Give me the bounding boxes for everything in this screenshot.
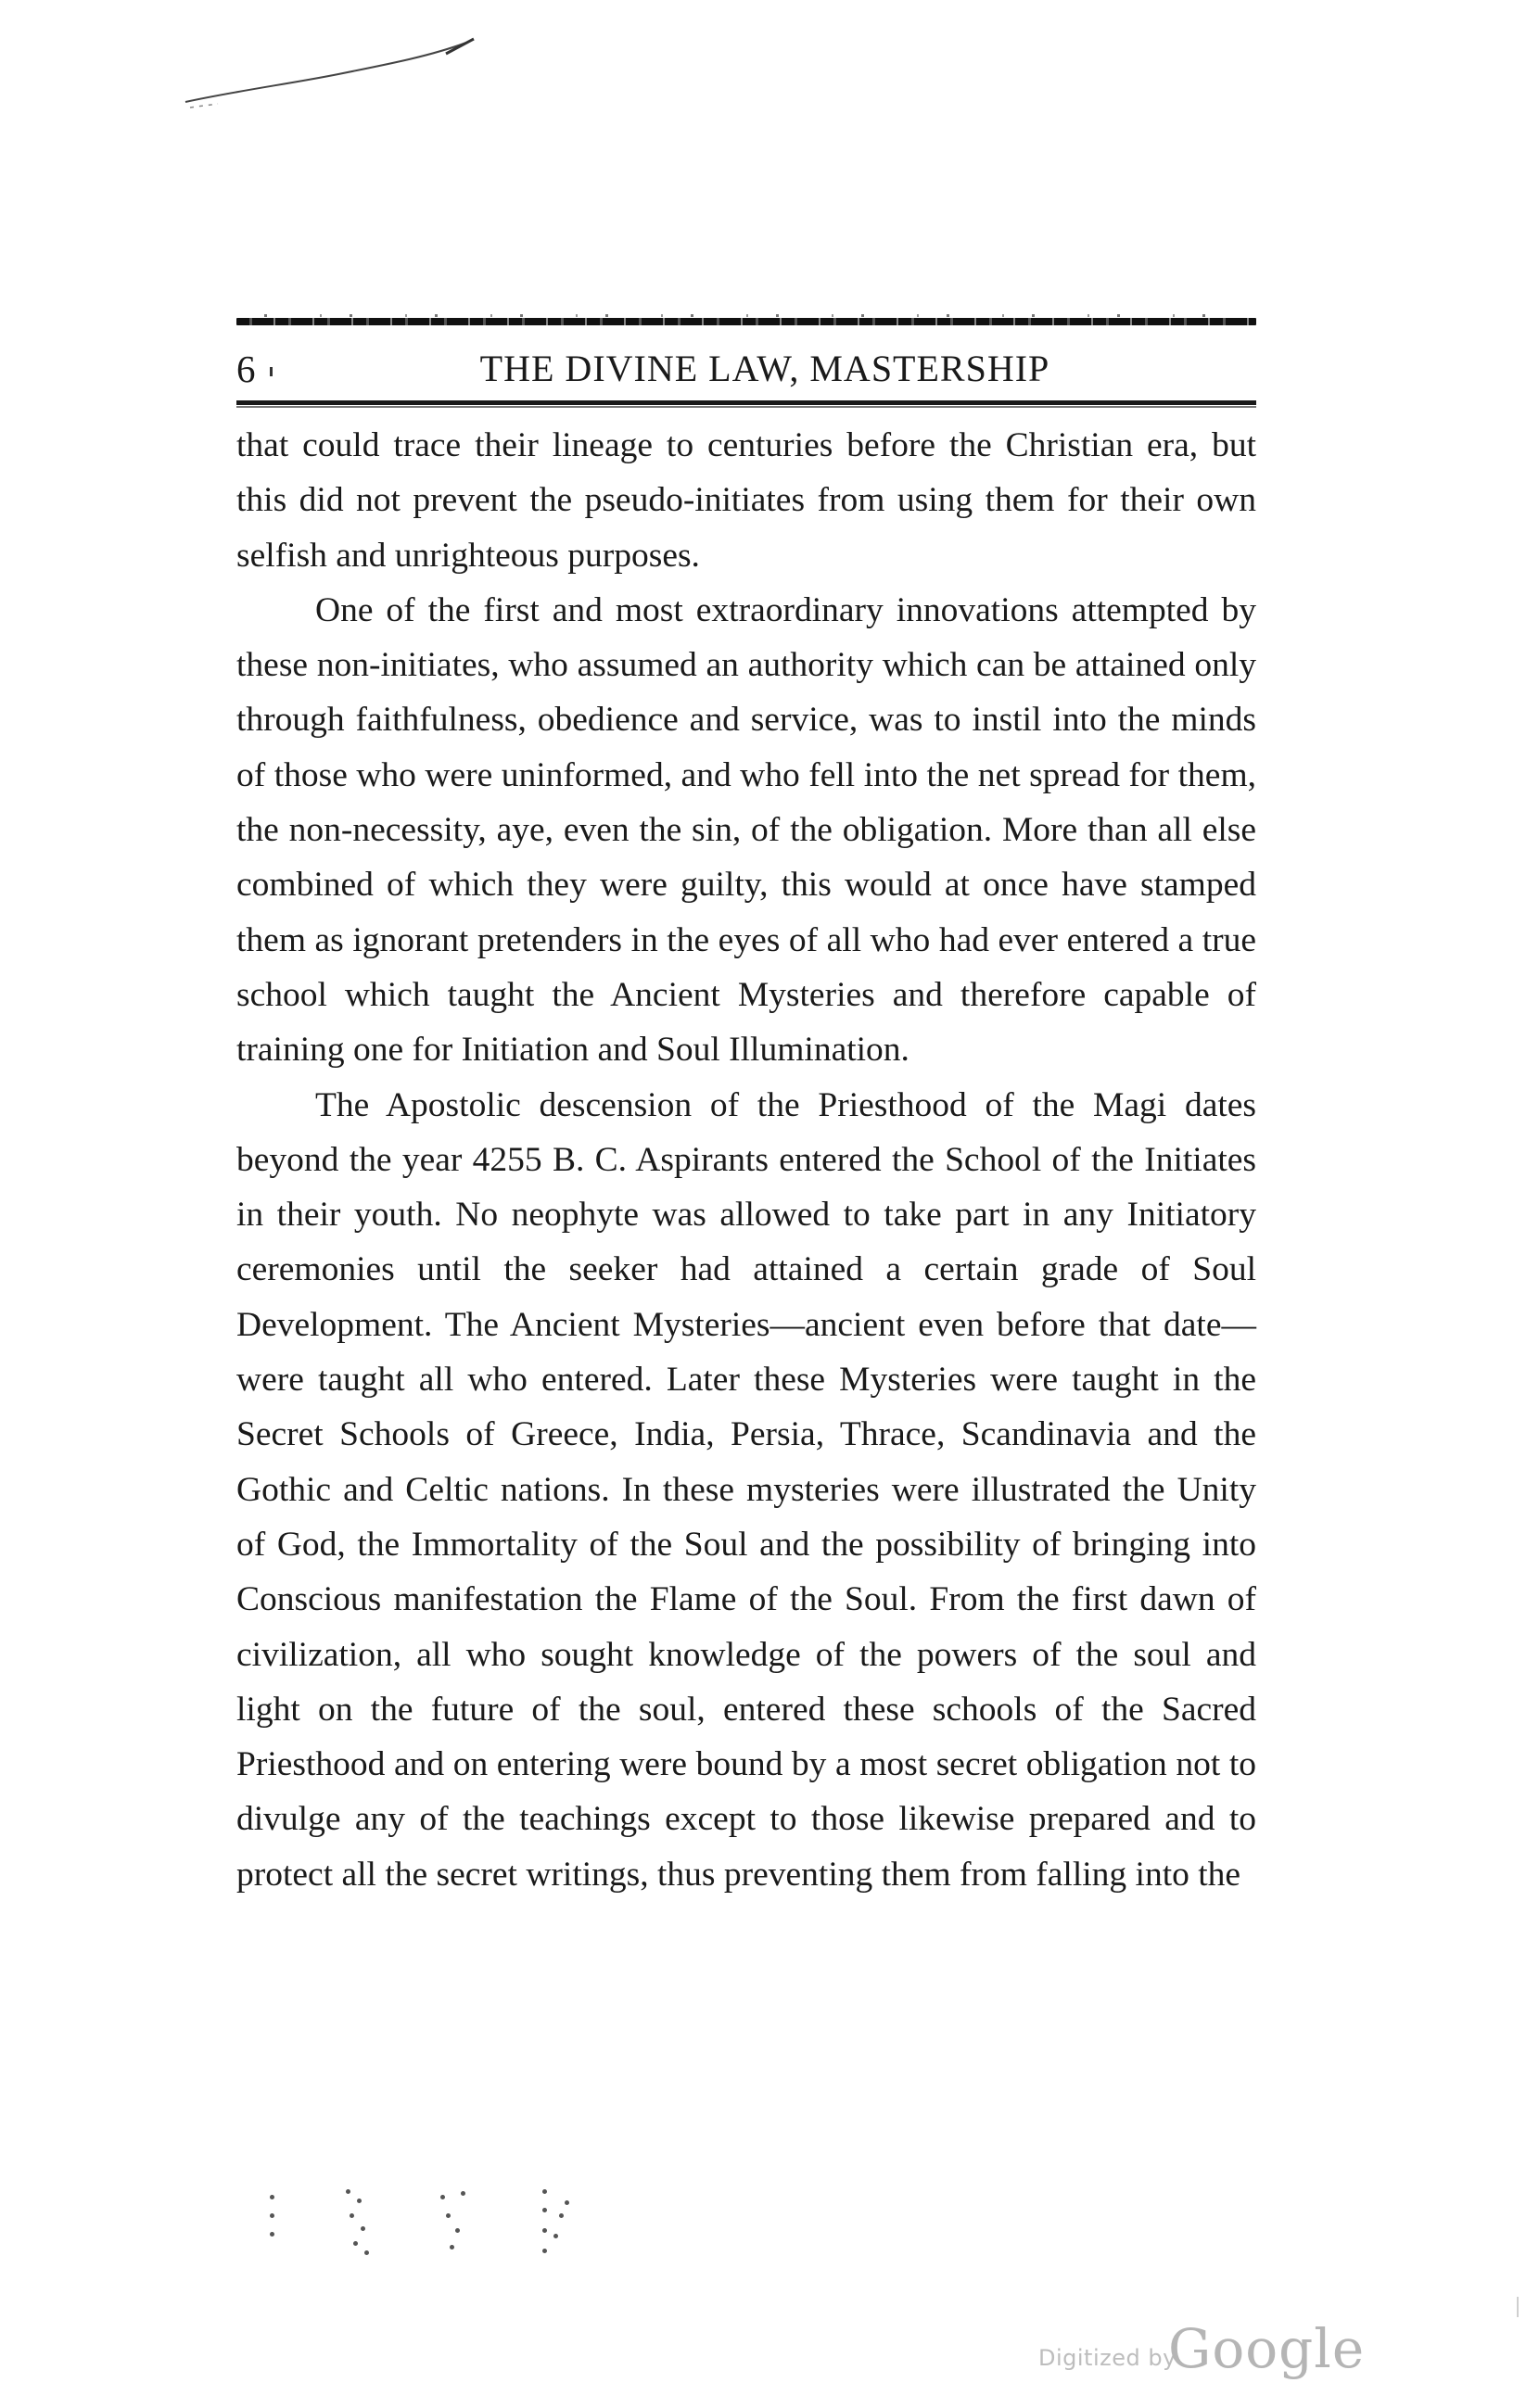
paragraph: One of the first and most extraordinary innovations attempted by these non-initiates, who assumed an authority which can be attained only through faithfulness, obedience and service, was to instil into the minds of those who were uninformed, and who fell into the net spread for them, the non-necessity, aye, even the sin, of the obligation. More than all else combined of which they were guilty, this would at once have stamped them as ignorant pretenders in the eyes of all who had ever entered a true school which taught the Ancient Mysteries and therefore capable of training one for Initiation and Soul Illumination. (236, 590, 1256, 1070)
edge-mark (1517, 2297, 1519, 2317)
paragraph: The Apostolic descension of the Priesthood of the Magi dates beyond the year 4255 B. C. Aspirants entered the School of the Initiates in their youth. No neophyte was allowed to take part in any Initiatory ceremonies until the seeker had attained a certain grade of Soul Development. The Ancient Mysteries—ancient even before that date—were taught all who entered. Later these Mysteries were taught in the Secret Schools of Greece, India, Persia, Thrace, Scandinavia and the Gothic and Celtic nations. In these mysteries were illustrated the Unity of God, the Immortality of the Soul and the possibility of bringing into Conscious manifestation the Flame of the Soul. From the first dawn of civilization, all who sought knowledge of the powers of the soul and light on the future of the soul, entered these schools of the Sacred Priesthood and on entering were bound by a most secret obligation not to divulge any of the teachings except to those likewise prepared and to protect all the secret writings, thus preventing them from falling into the (236, 1085, 1256, 1894)
header-rule-bottom (236, 400, 1256, 405)
watermark-prefix: Digitized by (1038, 2345, 1177, 2371)
header-rule-top (236, 318, 1256, 325)
watermark-brand: Google (1168, 2317, 1366, 2380)
stray-pencil-mark (181, 26, 496, 119)
scan-speckles (264, 2186, 607, 2278)
page-number: 6 (236, 348, 256, 390)
digitized-watermark (1038, 2315, 1372, 2380)
paragraph-continued: that could trace their lineage to centuries before the Christian era, but this did not prevent the pseudo-initiates from using them for their own selfish and unrighteous purposes. (236, 426, 1256, 575)
running-head (236, 341, 1256, 397)
running-title: THE DIVINE LAW, MASTERSHIP (479, 348, 1050, 389)
body-text (236, 418, 1256, 1902)
